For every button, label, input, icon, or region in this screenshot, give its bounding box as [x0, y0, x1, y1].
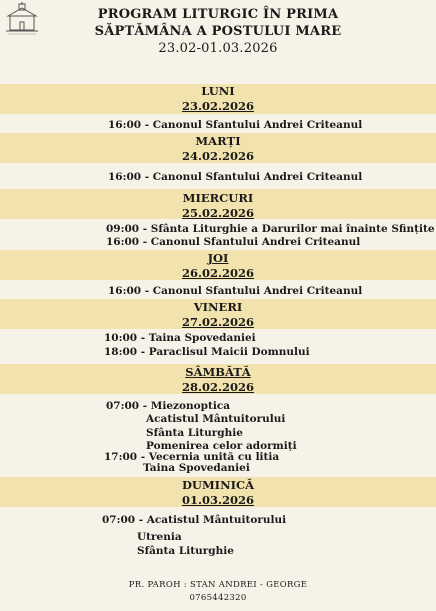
event-sambata-3: Sfânta Liturghie: [146, 427, 243, 439]
event-sambata-5: 17:00 - Vecernia unită cu litia: [104, 451, 280, 463]
title-dates: 23.02-01.03.2026: [158, 41, 278, 56]
day-date-vineri: 27.02.2026: [181, 315, 255, 329]
day-date-joi: 26.02.2026: [181, 266, 255, 280]
event-duminica-3: Sfânta Liturghie: [137, 545, 234, 557]
day-name-vineri: VINERI: [193, 300, 243, 314]
title-line-1: PROGRAM LITURGIC ÎN PRIMA: [97, 7, 339, 22]
event-miercuri-1: 09:00 - Sfânta Liturghie a Darurilor mai înainte Sfințite: [106, 223, 435, 235]
day-name-luni: LUNI: [201, 84, 235, 98]
event-duminica-2: Utrenia: [137, 531, 182, 543]
event-sambata-4: Pomenirea celor adormiți: [146, 440, 297, 452]
day-date-miercuri: 25.02.2026: [181, 206, 255, 220]
event-sambata-1: 07:00 - Miezonoptica: [106, 400, 231, 412]
event-joi-1: 16:00 - Canonul Sfantului Andrei Criteanul: [108, 285, 363, 297]
event-marti-1: 16:00 - Canonul Sfantului Andrei Criteanul: [108, 171, 363, 183]
page-title: [0, 6, 436, 57]
event-vineri-2: 18:00 - Paraclisul Maicii Domnului: [104, 346, 310, 358]
title-line-2: SĂPTĂMÂNA A POSTULUI MARE: [94, 24, 342, 39]
event-duminica-1: 07:00 - Acatistul Mântuitorului: [102, 514, 287, 526]
event-vineri-1: 10:00 - Taina Spovedaniei: [104, 332, 256, 344]
day-date-luni: 23.02.2026: [181, 99, 255, 113]
event-sambata-2: Acatistul Mântuitorului: [146, 413, 286, 425]
day-name-marti: MARȚI: [195, 134, 241, 148]
day-date-duminica: 01.03.2026: [181, 493, 255, 507]
day-date-sambata: 28.02.2026: [181, 380, 255, 394]
day-name-duminica: DUMINICĂ: [181, 478, 255, 492]
footer-phone: 0765442320: [189, 593, 247, 603]
event-sambata-6: Taina Spovedaniei: [143, 462, 250, 474]
event-luni-1: 16:00 - Canonul Sfantului Andrei Criteanul: [108, 119, 363, 131]
event-miercuri-2: 16:00 - Canonul Sfantului Andrei Criteanul: [106, 236, 361, 248]
day-name-joi: JOI: [207, 251, 229, 265]
day-name-miercuri: MIERCURI: [182, 191, 254, 205]
footer-priest: PR. PAROH : STAN ANDREI - GEORGE: [128, 580, 308, 590]
day-name-sambata: SÂMBĂTĂ: [185, 365, 251, 379]
day-date-marti: 24.02.2026: [181, 149, 255, 163]
